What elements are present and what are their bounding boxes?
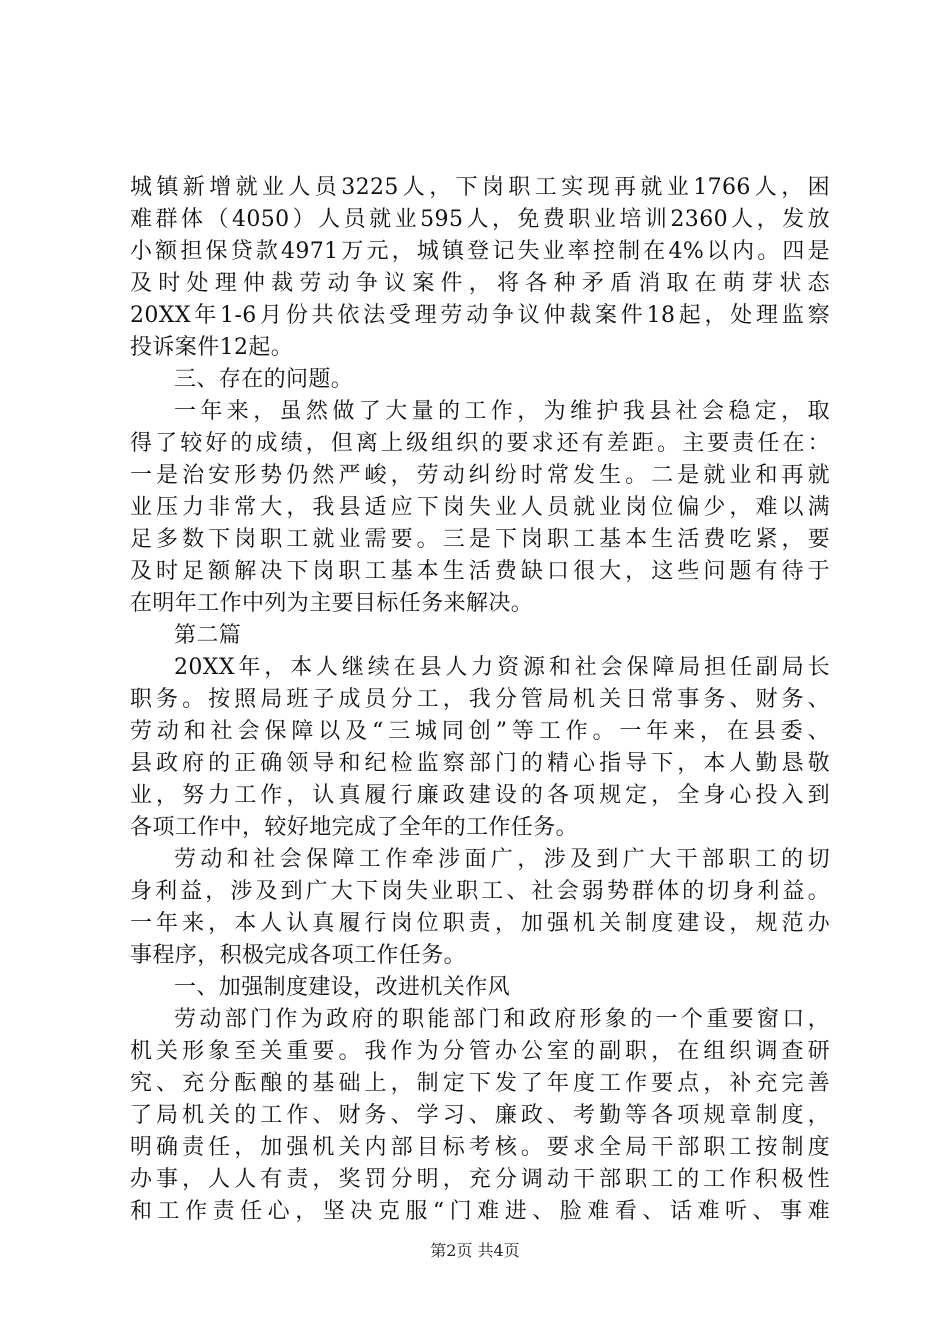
section-heading: 一、加强制度建设，改进机关作风 xyxy=(174,975,511,1000)
text-line: 明确责任，加强机关内部目标考核。要求全局干部职工按制度 xyxy=(130,1135,830,1160)
text-line: 一年来，本人认真履行岗位职责，加强机关制度建设，规范办 xyxy=(130,911,830,936)
text-line: 及时处理仲裁劳动争议案件，将各种矛盾消取在萌芽状态 xyxy=(130,271,830,296)
section-heading: 第二篇 xyxy=(174,623,242,648)
page-footer xyxy=(0,1241,950,1261)
text-line: 投诉案件12起。 xyxy=(130,335,294,360)
text-line: 20XX年1-6月份共依法受理劳动争议仲裁案件18起，处理监察 xyxy=(130,303,830,328)
text-line: 得了较好的成绩，但离上级组织的要求还有差距。主要责任在： xyxy=(130,431,830,456)
text-line: 一是治安形势仍然严峻，劳动纠纷时常发生。二是就业和再就 xyxy=(130,463,830,488)
text-line: 事程序，积极完成各项工作任务。 xyxy=(130,943,467,968)
document-body xyxy=(130,172,830,1228)
text-line: 身利益，涉及到广大下岗失业职工、社会弱势群体的切身利益。 xyxy=(130,879,830,904)
text-line: 业，努力工作，认真履行廉政建设的各项规定，全身心投入到 xyxy=(130,783,830,808)
text-line: 难群体（4050）人员就业595人，免费职业培训2360人，发放 xyxy=(130,207,830,232)
text-line: 足多数下岗职工就业需要。三是下岗职工基本生活费吃紧，要 xyxy=(130,527,830,552)
text-line: 小额担保贷款4971万元，城镇登记失业率控制在4%以内。四是 xyxy=(130,239,830,264)
text-line: 了局机关的工作、财务、学习、廉政、考勤等各项规章制度， xyxy=(130,1103,830,1128)
text-line: 劳动和社会保障以及“三城同创”等工作。一年来，在县委、 xyxy=(130,719,830,744)
page-number: 第2页 共4页 xyxy=(430,1241,520,1260)
text-line: 各项工作中，较好地完成了全年的工作任务。 xyxy=(130,815,579,840)
text-line: 县政府的正确领导和纪检监察部门的精心指导下，本人勤恳敬 xyxy=(130,751,830,776)
text-line: 业压力非常大，我县适应下岗失业人员就业岗位偏少，难以满 xyxy=(130,495,830,520)
text-line: 职务。按照局班子成员分工，我分管局机关日常事务、财务、 xyxy=(130,687,830,712)
text-line: 劳动和社会保障工作牵涉面广，涉及到广大干部职工的切 xyxy=(174,847,830,872)
text-line: 究、充分酝酿的基础上，制定下发了年度工作要点，补充完善 xyxy=(130,1071,830,1096)
text-line: 及时足额解决下岗职工基本生活费缺口很大，这些问题有待于 xyxy=(130,559,830,584)
text-line: 和工作责任心，坚决克服“门难进、脸难看、话难听、事难 xyxy=(130,1199,830,1224)
text-line: 城镇新增就业人员3225人，下岗职工实现再就业1766人，困 xyxy=(130,175,830,200)
text-line: 机关形象至关重要。我作为分管办公室的副职，在组织调查研 xyxy=(130,1039,830,1064)
text-line: 一年来，虽然做了大量的工作，为维护我县社会稳定，取 xyxy=(174,399,830,424)
text-line: 在明年工作中列为主要目标任务来解决。 xyxy=(130,591,534,616)
text-line: 办事，人人有责，奖罚分明，充分调动干部职工的工作积极性 xyxy=(130,1167,830,1192)
section-heading: 三、存在的问题。 xyxy=(174,367,354,392)
text-line: 劳动部门作为政府的职能部门和政府形象的一个重要窗口， xyxy=(174,1007,830,1032)
text-line: 20XX年，本人继续在县人力资源和社会保障局担任副局长 xyxy=(174,655,830,680)
